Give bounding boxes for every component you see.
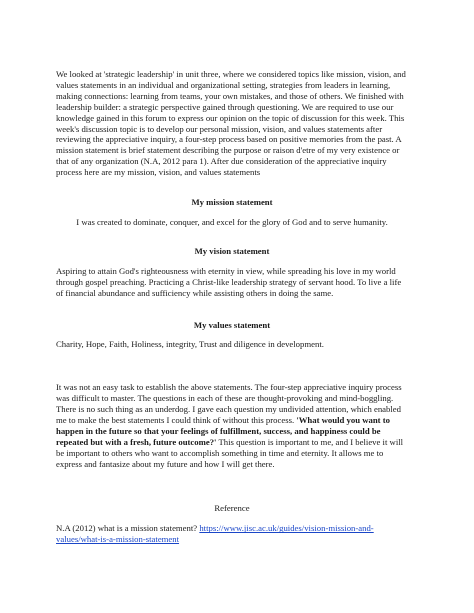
reflection-text-after: This question is important to me, and I believe it will be important to others who want to accomplish something in time and eternity. It allows me to express and fantasize about my future and how I will get there. [56, 436, 404, 469]
reflection-paragraph [56, 382, 408, 469]
reflection-bold-question: 'What would you want to happen in the future so that your feelings of fulfillment, success, and happiness could be repeated but with a fresh, future outcome?' [56, 415, 390, 447]
reference-citation-text: N.A (2012) what is a mission statement? [56, 523, 200, 534]
reference-link[interactable]: https://www.jisc.ac.uk/guides/vision-mission-and-values/what-is-a-mission-statement [56, 523, 374, 545]
vision-statement-text: Aspiring to attain God's righteousness with eternity in view, while spreading his love in my world through gospel preaching. Practicing a Christ-like leadership strategy of servant hood. To live a life of financial abundance and sufficiency while assisting others in doing the same. [56, 265, 402, 298]
mission-heading: My mission statement [191, 197, 273, 208]
mission-statement-text: I was created to dominate, conquer, and excel for the glory of God and to serve humanity. [76, 216, 388, 227]
reflection-text-before: It was not an easy task to establish the above statements. The four-step appreciative inquiry process was difficult to master. The questions in each of these are thought-provoking and mind-boggling. There is no such thing as an underdog. I gave each question my undivided attention, which enabled me to make the best statements I could think of without this process. [56, 382, 402, 426]
reference-entry [56, 523, 408, 545]
values-statement-text: Charity, Hope, Faith, Holiness, integrity, Trust and diligence in development. [56, 339, 324, 350]
values-heading: My values statement [193, 319, 271, 330]
vision-heading: My vision statement [194, 245, 270, 256]
intro-paragraph: We looked at 'strategic leadership' in unit three, where we considered topics like mission, vision, and values statements in an individual and organizational setting, strategies from leaders in learning, making connections: learning from teams, your own mistakes, and those of others. We finished with leadership builder: a strategic perspective gained through questioning. We are required to use our knowledge gained in this forum to express our opinion on the topic of discussion for this week. This week's discussion topic is to develop our personal mission, vision, and values statements after reviewing the appreciative inquiry, a four-step process based on positive memories from the past. A mission statement is brief statement describing the purpose or raison d'etre of my very existence or that of any organization (N.A, 2012 para 1). After due consideration of the appreciative inquiry process here are my mission, vision, and values statements [56, 69, 406, 178]
document-page [56, 69, 408, 545]
reference-heading: Reference [214, 502, 250, 513]
